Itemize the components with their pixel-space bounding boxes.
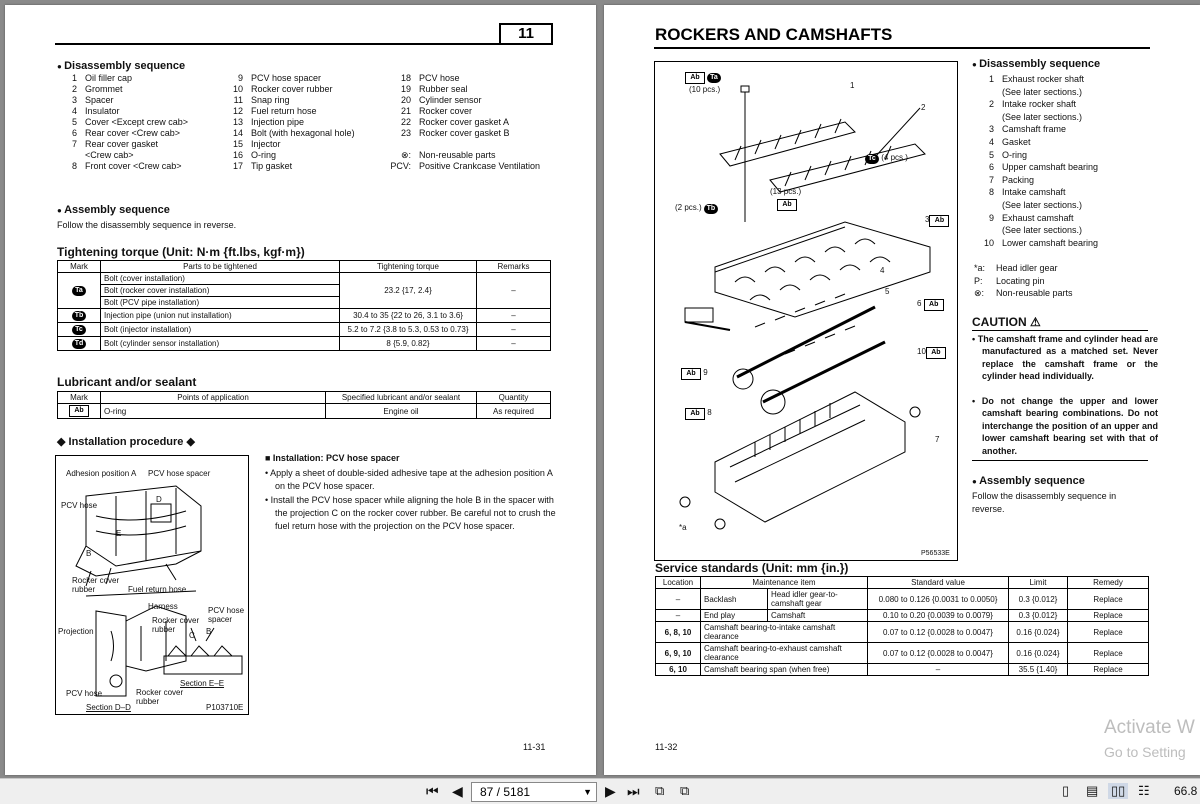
list-item-text: Fuel return hose [251, 106, 317, 116]
service-title: Service standards (Unit: mm {in.}) [655, 561, 849, 575]
qty-13: (13 pcs.) [770, 187, 802, 196]
camshaft-drawing [655, 62, 957, 560]
caution-item-2: • Do not change the upper and lower camshaft bearing combinations. Do not interchange the position of an upper and lower camshaft bearing set with that of another. [972, 396, 1158, 456]
table-row: 6, 8, 10 Camshaft bearing-to-intake camshaft clearance 0.07 to 0.12 {0.0028 to 0.0047} 0.16 {0.024} Replace [656, 622, 1149, 643]
right-page [604, 5, 1200, 775]
label-section-dd: Section D–D [86, 703, 131, 712]
install-title: ◆ Installation procedure ◆ [57, 436, 195, 448]
list-item-number: 5 [71, 117, 77, 127]
qty-2: (2 pcs.) Tb [675, 202, 718, 214]
label-rocker-rubber-3: Rocker cover rubber [136, 688, 184, 706]
th-remedy: Remedy [1068, 577, 1149, 589]
disassembly-title: ● Disassembly sequence [57, 60, 185, 72]
list-item [55, 117, 188, 128]
disassembly-col2 [221, 73, 355, 172]
torque-table [57, 260, 551, 351]
caution-rule [972, 330, 1148, 331]
torque-part: Injection pipe (union nut installation) [101, 309, 340, 323]
figure-id: P56533E [921, 550, 950, 557]
prev-page-button[interactable]: ◀ [452, 783, 463, 799]
list-item [964, 73, 1098, 86]
num-6: 6 Ab [917, 298, 944, 311]
top-rule [654, 47, 1150, 49]
list-item [964, 149, 1098, 162]
list-item-text: Injection pipe [251, 117, 305, 127]
num-9: Ab 9 [681, 367, 708, 380]
list-item-number: 18 [400, 73, 411, 83]
list-item-text: Snap ring [251, 95, 290, 105]
list-item [55, 106, 188, 117]
disassembly-col1 [55, 73, 188, 172]
th-location: Location [656, 577, 701, 589]
list-item-text: Rear cover gasket [85, 139, 159, 149]
th-mark: Mark [58, 392, 101, 404]
list-item-text: (See later sections.) [1002, 199, 1083, 210]
legend-key: *a: [974, 263, 986, 273]
list-item-number: 6 [71, 128, 77, 138]
th-item: Maintenance item [701, 577, 868, 589]
list-item [221, 139, 355, 150]
list-item-text: PCV hose spacer [251, 73, 322, 83]
label-harness: Harness [148, 602, 178, 611]
label-b-2: B [206, 627, 212, 636]
lube-qty: As required [477, 404, 551, 419]
num-7: 7 [935, 435, 940, 444]
list-item-text: Tip gasket [251, 161, 293, 171]
list-item-text: Packing [1002, 174, 1035, 185]
list-item [381, 95, 540, 106]
list-item [221, 84, 355, 95]
service-table [655, 576, 1149, 676]
page-number: 11-32 [655, 742, 678, 752]
assembly-title: ● Assembly sequence [972, 475, 1085, 487]
label-a: *a [679, 523, 687, 532]
mark-ta: Ta [58, 273, 101, 309]
list-item [221, 150, 355, 161]
list-item-number: 14 [232, 128, 243, 138]
torque-remark: – [477, 273, 551, 309]
list-item-text: Exhaust camshaft [1002, 212, 1074, 223]
list-item-number: 9 [988, 212, 994, 223]
list-item [381, 117, 540, 128]
list-item-text: Rocker cover gasket B [419, 128, 510, 138]
list-item-number: 8 [71, 161, 77, 171]
list-item-number: PCV: [390, 161, 411, 171]
label-section-ee: Section E–E [180, 679, 225, 688]
list-item [221, 73, 355, 84]
table-row [58, 309, 551, 323]
label-c: C [189, 631, 195, 640]
list-item-text: (See later sections.) [1002, 86, 1083, 97]
list-item-number: 21 [400, 106, 411, 116]
legend-item [974, 287, 1073, 300]
list-item [381, 139, 540, 150]
lube-title: Lubricant and/or sealant [57, 375, 197, 389]
list-item [964, 224, 1098, 237]
lube-table [57, 391, 551, 419]
list-item [381, 128, 540, 139]
table-row [58, 337, 551, 351]
list-item-number: 16 [232, 150, 243, 160]
list-item-number: 8 [988, 187, 994, 198]
num-8: Ab 8 [685, 407, 712, 420]
list-item-text: Exhaust rocker shaft [1002, 74, 1085, 84]
activate-watermark-sub: Go to Setting [1104, 744, 1186, 760]
list-item-text: Rear cover <Crew cab> [85, 128, 181, 138]
mark-td: Td [72, 339, 86, 349]
facing-continuous-view-icon[interactable]: ☷ [1138, 783, 1150, 798]
list-item-text: Rocker cover gasket A [419, 117, 510, 127]
list-item [55, 73, 188, 84]
legend-item [974, 275, 1073, 288]
installation-diagram [55, 455, 249, 715]
list-item-number: 2 [71, 84, 77, 94]
list-item-text: Lower camshaft bearing [1002, 237, 1099, 248]
list-item [964, 212, 1098, 225]
zoom-value[interactable]: 66.8 [1174, 784, 1198, 798]
list-item-number: 17 [232, 161, 243, 171]
torque-value: 8 {5.9, 0.82} [340, 337, 477, 351]
table-row: 6, 10 Camshaft bearing span (when free) – 35.5 {1.40} Replace [656, 664, 1149, 676]
table-row [58, 323, 551, 337]
table-row: – End play Camshaft 0.10 to 0.20 {0.0039 to 0.0079} 0.3 {0.012} Replace [656, 610, 1149, 622]
viewer-toolbar [0, 778, 1200, 804]
page-number-input[interactable]: 87 / 5181 ▼ [471, 782, 597, 802]
list-item-number: 7 [71, 139, 77, 149]
list-item-text: Grommet [85, 84, 123, 94]
left-page [5, 5, 596, 775]
label-pcv-spacer-2: PCV hose spacer [208, 606, 245, 624]
torque-part: Bolt (cover installation) [101, 273, 340, 285]
num-1: 1 [850, 81, 855, 90]
label-fuel-return: Fuel return hose [128, 585, 187, 594]
first-page-button[interactable]: ⏮ [426, 783, 439, 799]
list-item [381, 150, 540, 161]
list-item-text: Insulator [85, 106, 120, 116]
legend-key: ⊗: [974, 288, 985, 299]
list-item [221, 95, 355, 106]
mark-ab-ta: Ab Ta [685, 72, 721, 84]
list-item-text: O-ring [1002, 149, 1028, 160]
list-item [964, 136, 1098, 149]
list-item-text: Rocker cover rubber [251, 84, 333, 94]
last-page-button[interactable]: ⏭ [627, 783, 640, 799]
legend-item [974, 262, 1073, 275]
qty-10: (10 pcs.) [689, 85, 721, 94]
table-row: 6, 9, 10 Camshaft bearing-to-exhaust camshaft clearance 0.07 to 0.12 {0.0028 to 0.0047} 0.16 {0.024} Replace [656, 643, 1149, 664]
list-item-text: Gasket [1002, 136, 1031, 147]
list-item [55, 139, 188, 150]
activate-watermark: Activate W [1104, 717, 1195, 738]
list-item [964, 161, 1098, 174]
assembly-text: Follow the disassembly sequence in reverse. [972, 491, 1117, 514]
caution-item-1: • The camshaft frame and cylinder head are manufactured as a matched set. Never replace the camshaft frame or the cylinder head individually. [972, 334, 1158, 382]
torque-value: 23.2 {17, 2.4} [340, 273, 477, 309]
torque-title: Tightening torque (Unit: N·m {ft.lbs, kgf·m}) [57, 245, 305, 259]
copy-pages-icon[interactable]: ⧉ [655, 783, 665, 798]
assembly-text: Follow the disassembly sequence in reverse. [57, 220, 237, 230]
th-standard: Standard value [868, 577, 1009, 589]
th-remarks: Remarks [477, 261, 551, 273]
legend-text: Head idler gear [996, 263, 1058, 273]
continuous-view-icon[interactable]: ▤ [1086, 783, 1099, 798]
mark-ab-2: Ab [777, 198, 797, 211]
list-item-text: Oil filler cap [85, 73, 133, 83]
th-mark: Mark [58, 261, 101, 273]
list-item [381, 84, 540, 95]
th-points: Points of application [101, 392, 326, 404]
torque-part: Bolt (injector installation) [101, 323, 340, 337]
label-projection: Projection [58, 627, 94, 636]
page-number: 11-31 [523, 742, 546, 752]
torque-part: Bolt (cylinder sensor installation) [101, 337, 340, 351]
lube-part: O-ring [101, 404, 326, 419]
list-item [55, 95, 188, 106]
section-title: ROCKERS AND CAMSHAFTS [655, 25, 893, 44]
list-item-number: 20 [400, 95, 411, 105]
figure-id: P103710E [206, 703, 244, 712]
mark-tc: Tc [72, 325, 86, 335]
list-item [964, 86, 1098, 99]
mark-ab: Ab [69, 405, 89, 417]
exploded-camshaft-diagram [654, 61, 958, 561]
num-3: 3 Ab [925, 214, 949, 227]
torque-value: 5.2 to 7.2 {3.8 to 5.3, 0.53 to 0.73} [340, 323, 477, 337]
next-page-button[interactable]: ▶ [605, 783, 616, 799]
list-item-text: Intake camshaft [1002, 187, 1066, 198]
list-item [381, 73, 540, 84]
list-item-text: Positive Crankcase Ventilation [419, 161, 541, 171]
list-item-number: 12 [232, 106, 243, 116]
list-item-number: 4 [988, 136, 994, 147]
list-item-number: 23 [400, 128, 411, 138]
num-10: 10 Ab [917, 346, 946, 359]
install-bullet-2: • Install the PCV hose spacer while aligning the hole B in the spacer with the projection C on the rocker cover rubber. Be careful not to crush the fuel return hose with the projection on the PCV hose spacer. [265, 495, 556, 531]
torque-value: 30.4 to 35 {22 to 26, 3.1 to 3.6} [340, 309, 477, 323]
facing-view-icon[interactable]: ▯▯ [1108, 783, 1128, 799]
num-2: 2 [921, 103, 926, 112]
move-pages-icon[interactable]: ⧉ [680, 783, 690, 798]
list-item-number: 9 [237, 73, 243, 83]
th-parts: Parts to be tightened [101, 261, 340, 273]
lube-value: Engine oil [326, 404, 477, 419]
torque-remark: – [477, 337, 551, 351]
install-subtitle: ■ Installation: PCV hose spacer [265, 453, 400, 463]
list-item [964, 174, 1098, 187]
list-item-text: Rocker cover [419, 106, 473, 116]
legend-text: Locating pin [996, 275, 1045, 286]
list-item [964, 237, 1098, 250]
list-item-text: Intake rocker shaft [1002, 99, 1077, 110]
caution-rule-bottom [972, 460, 1148, 461]
legend-text: Non-reusable parts [996, 288, 1073, 299]
list-item-number: 10 [232, 84, 243, 94]
list-item [221, 117, 355, 128]
list-item-number: ⊗: [400, 150, 411, 160]
num-4: 4 [880, 266, 885, 275]
qty-4: Tc (4 pcs.) [865, 152, 908, 164]
list-item-text: Front cover <Crew cab> [85, 161, 182, 171]
list-item-number: 7 [988, 174, 994, 185]
th-limit: Limit [1009, 577, 1068, 589]
table-row: – Backlash Head idler gear-to-camshaft gear 0.080 to 0.126 {0.0031 to 0.0050} 0.3 {0.012} Replace [656, 589, 1149, 610]
torque-part: Bolt (rocker cover installation) [101, 285, 340, 297]
list-item-number: 22 [400, 117, 411, 127]
list-item-number: 10 [983, 237, 994, 248]
list-item-number: 5 [988, 149, 994, 160]
mark-tb: Tb [72, 311, 86, 321]
list-item-text: (See later sections.) [1002, 225, 1083, 236]
list-item [964, 111, 1098, 124]
list-item [964, 123, 1098, 136]
list-item-text: Upper camshaft bearing [1002, 162, 1099, 173]
list-item-number: 15 [232, 139, 243, 149]
label-d: D [156, 495, 162, 504]
list-item-number: 3 [71, 95, 77, 105]
legend-list [974, 262, 1073, 300]
torque-remark: – [477, 309, 551, 323]
list-item-text: Camshaft frame [1002, 124, 1067, 135]
label-b: B [86, 549, 92, 558]
list-item-text: Rubber seal [419, 84, 468, 94]
torque-part: Bolt (PCV pipe installation) [101, 297, 340, 309]
th-quantity: Quantity [477, 392, 551, 404]
list-item-number: 1 [988, 74, 994, 84]
list-item-text: Non-reusable parts [419, 150, 496, 160]
list-item [964, 98, 1098, 111]
label-rocker-rubber-2: Rocker cover rubber [152, 616, 200, 634]
label-rocker-rubber: Rocker cover rubber [72, 576, 120, 594]
list-item-text: <Crew cab> [85, 150, 134, 160]
list-item-number: 2 [988, 99, 994, 110]
th-lubricant: Specified lubricant and/or sealant [326, 392, 477, 404]
list-item-text: Cylinder sensor [419, 95, 482, 105]
th-torque: Tightening torque [340, 261, 477, 273]
list-item [381, 106, 540, 117]
list-item-text: Spacer [85, 95, 114, 105]
top-rule [55, 43, 549, 45]
table-row [58, 404, 551, 419]
chapter-number-box: 11 [499, 23, 553, 45]
list-item-number: 3 [988, 124, 994, 135]
label-adhesion: Adhesion position A [66, 469, 137, 478]
list-item-text: O-ring [251, 150, 277, 160]
label-e: E [116, 529, 122, 538]
num-5: 5 [885, 287, 890, 296]
list-item [964, 186, 1098, 199]
disassembly-list [964, 73, 1098, 249]
list-item-text: PCV hose [419, 73, 460, 83]
label-pcv-hose-2: PCV hose [66, 689, 103, 698]
list-item [221, 161, 355, 172]
legend-key: P: [974, 275, 983, 286]
list-item [55, 150, 188, 161]
list-item-text: Injector [251, 139, 281, 149]
disassembly-title: ● Disassembly sequence [972, 58, 1100, 70]
list-item-number: 1 [71, 73, 77, 83]
list-item [55, 84, 188, 95]
list-item-number: 6 [988, 162, 994, 173]
list-item [381, 161, 540, 172]
list-item-text: Cover <Except crew cab> [85, 117, 189, 127]
disassembly-col3 [381, 73, 540, 172]
single-page-view-icon[interactable]: ▯ [1062, 783, 1070, 798]
caution-title: CAUTION ⚠ [972, 315, 1041, 329]
list-item [55, 161, 188, 172]
list-item [221, 106, 355, 117]
torque-remark: – [477, 323, 551, 337]
list-item [55, 128, 188, 139]
chevron-down-icon[interactable]: ▼ [583, 787, 592, 797]
list-item-text: Bolt (with hexagonal hole) [251, 128, 355, 138]
label-pcv-hose: PCV hose [61, 501, 98, 510]
install-bullet-1: • Apply a sheet of double-sided adhesive tape at the adhesion position A on the PCV hose spacer. [265, 468, 553, 491]
list-item-number: 19 [400, 84, 411, 94]
list-item [964, 199, 1098, 212]
list-item-number: 11 [233, 95, 243, 105]
list-item-text: (See later sections.) [1002, 111, 1083, 122]
list-item-number: 4 [71, 106, 77, 116]
label-pcv-spacer: PCV hose spacer [148, 469, 211, 478]
list-item-number: 13 [232, 117, 243, 127]
assembly-title: ● Assembly sequence [57, 204, 170, 216]
list-item [221, 128, 355, 139]
